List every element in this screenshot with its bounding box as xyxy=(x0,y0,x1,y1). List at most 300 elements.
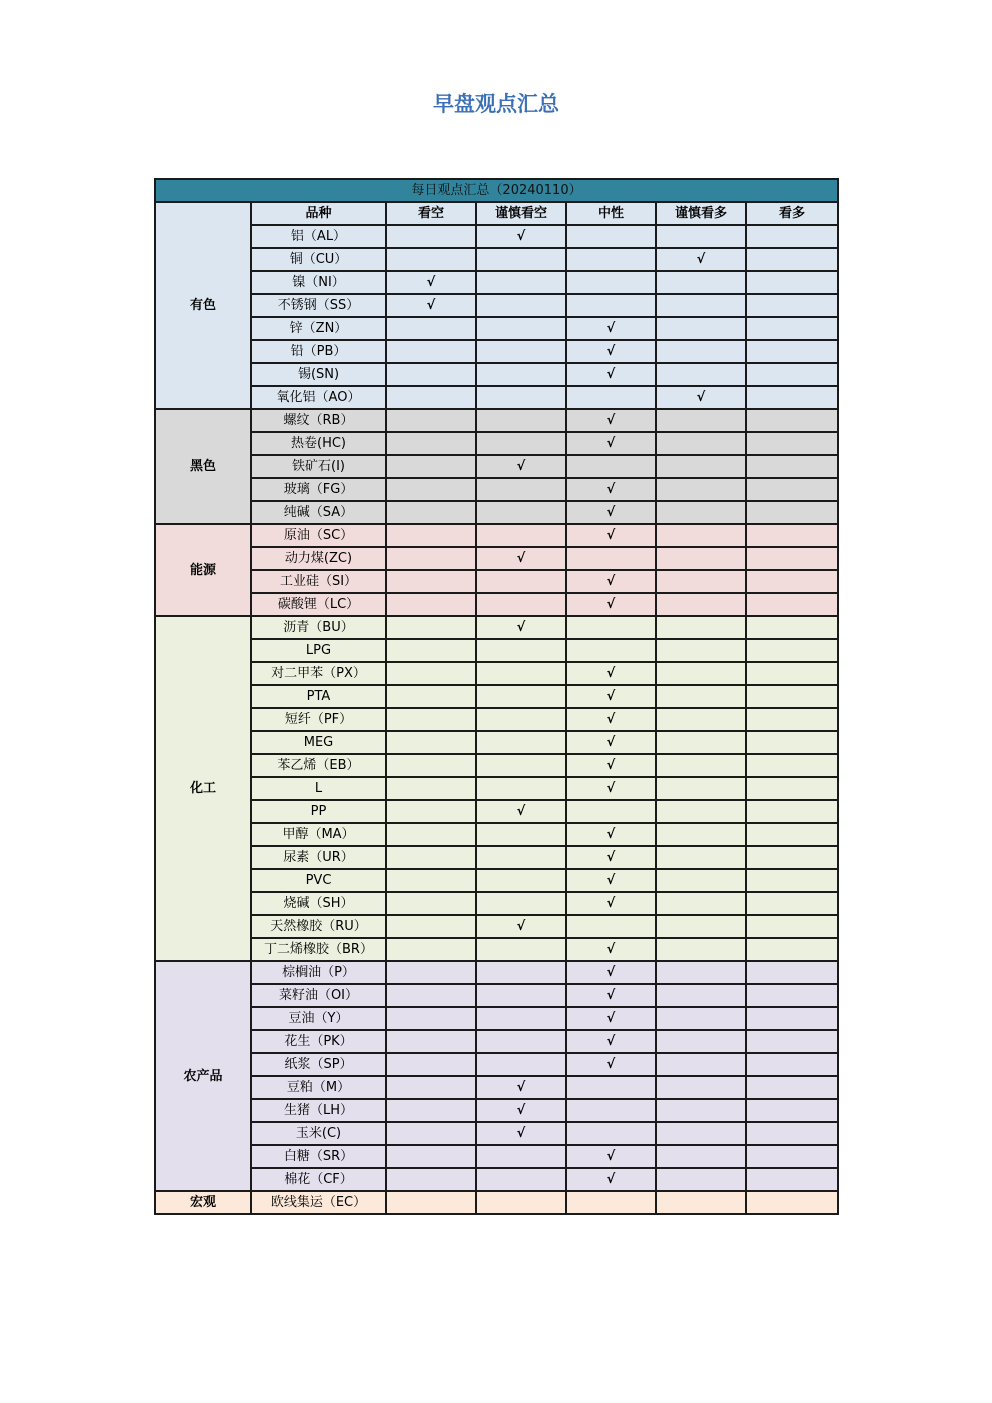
product-cell: 锡(SN) xyxy=(251,363,386,386)
view-cell xyxy=(476,1053,566,1076)
view-cell xyxy=(746,708,838,731)
check-mark-icon: √ xyxy=(476,616,566,639)
view-cell xyxy=(566,616,656,639)
product-cell: 豆粕（M） xyxy=(251,1076,386,1099)
view-cell xyxy=(386,1030,476,1053)
table-row xyxy=(155,386,838,409)
table-row xyxy=(155,869,838,892)
product-cell: 天然橡胶（RU） xyxy=(251,915,386,938)
view-cell xyxy=(476,340,566,363)
table-row xyxy=(155,593,838,616)
view-cell xyxy=(746,524,838,547)
view-cell xyxy=(476,1191,566,1214)
table-row xyxy=(155,892,838,915)
table-row xyxy=(155,478,838,501)
view-cell xyxy=(656,317,746,340)
table-row xyxy=(155,248,838,271)
product-cell: 短纤（PF） xyxy=(251,708,386,731)
view-cell xyxy=(656,478,746,501)
table-row xyxy=(155,800,838,823)
view-cell xyxy=(746,294,838,317)
view-cell xyxy=(386,524,476,547)
product-cell: 苯乙烯（EB） xyxy=(251,754,386,777)
view-cell xyxy=(386,961,476,984)
table-row xyxy=(155,915,838,938)
product-cell: 工业硅（SI） xyxy=(251,570,386,593)
table-row xyxy=(155,1168,838,1191)
view-cell xyxy=(656,593,746,616)
view-cell xyxy=(656,432,746,455)
table-row xyxy=(155,846,838,869)
check-mark-icon: √ xyxy=(656,386,746,409)
table-row xyxy=(155,616,838,639)
product-cell: PVC xyxy=(251,869,386,892)
view-cell xyxy=(386,662,476,685)
view-cell xyxy=(746,570,838,593)
view-cell xyxy=(476,478,566,501)
view-cell xyxy=(656,685,746,708)
header-row xyxy=(155,202,838,225)
column-header: 谨慎看多 xyxy=(656,202,746,225)
check-mark-icon: √ xyxy=(566,1053,656,1076)
product-cell: 镍（NI） xyxy=(251,271,386,294)
view-cell xyxy=(656,524,746,547)
check-mark-icon: √ xyxy=(566,501,656,524)
view-cell xyxy=(746,1168,838,1191)
table-row xyxy=(155,432,838,455)
view-cell xyxy=(746,386,838,409)
view-cell xyxy=(386,1007,476,1030)
product-cell: 铝（AL） xyxy=(251,225,386,248)
view-cell xyxy=(386,1099,476,1122)
view-cell xyxy=(656,639,746,662)
check-mark-icon: √ xyxy=(656,248,746,271)
table-row xyxy=(155,1007,838,1030)
view-cell xyxy=(386,593,476,616)
view-cell xyxy=(746,409,838,432)
category-cell: 农产品 xyxy=(155,961,251,1191)
check-mark-icon: √ xyxy=(566,961,656,984)
product-cell: 铜（CU） xyxy=(251,248,386,271)
view-cell xyxy=(656,271,746,294)
view-cell xyxy=(566,1122,656,1145)
view-cell xyxy=(746,455,838,478)
check-mark-icon: √ xyxy=(566,984,656,1007)
view-cell xyxy=(476,524,566,547)
view-cell xyxy=(746,685,838,708)
product-cell: PTA xyxy=(251,685,386,708)
check-mark-icon: √ xyxy=(476,455,566,478)
view-cell xyxy=(746,271,838,294)
view-cell xyxy=(386,846,476,869)
view-cell xyxy=(476,938,566,961)
product-cell: 螺纹（RB） xyxy=(251,409,386,432)
table-row xyxy=(155,1076,838,1099)
view-cell xyxy=(656,1030,746,1053)
view-cell xyxy=(656,846,746,869)
product-cell: 不锈钢（SS） xyxy=(251,294,386,317)
table-row xyxy=(155,271,838,294)
view-cell xyxy=(656,823,746,846)
table-row xyxy=(155,1122,838,1145)
check-mark-icon: √ xyxy=(566,363,656,386)
product-cell: 菜籽油（OI） xyxy=(251,984,386,1007)
view-cell xyxy=(386,432,476,455)
check-mark-icon: √ xyxy=(566,708,656,731)
view-cell xyxy=(746,731,838,754)
check-mark-icon: √ xyxy=(566,1030,656,1053)
view-cell xyxy=(746,1030,838,1053)
view-cell xyxy=(476,823,566,846)
category-cell: 黑色 xyxy=(155,409,251,524)
column-header: 中性 xyxy=(566,202,656,225)
table-row xyxy=(155,662,838,685)
view-cell xyxy=(476,317,566,340)
table-row xyxy=(155,409,838,432)
product-cell: 对二甲苯（PX） xyxy=(251,662,386,685)
table-body xyxy=(155,202,838,1214)
view-cell xyxy=(746,639,838,662)
check-mark-icon: √ xyxy=(476,915,566,938)
table-row xyxy=(155,501,838,524)
view-cell xyxy=(566,294,656,317)
view-cell xyxy=(476,984,566,1007)
check-mark-icon: √ xyxy=(566,685,656,708)
product-cell: 纯碱（SA） xyxy=(251,501,386,524)
product-cell: 生猪（LH） xyxy=(251,1099,386,1122)
view-cell xyxy=(746,547,838,570)
view-cell xyxy=(746,1099,838,1122)
view-cell xyxy=(656,892,746,915)
product-cell: 玻璃（FG） xyxy=(251,478,386,501)
view-cell xyxy=(746,938,838,961)
view-cell xyxy=(386,1053,476,1076)
view-cell xyxy=(386,708,476,731)
table-row xyxy=(155,317,838,340)
view-cell xyxy=(386,363,476,386)
table-caption: 每日观点汇总（20240110） xyxy=(155,179,838,202)
check-mark-icon: √ xyxy=(566,869,656,892)
view-cell xyxy=(476,501,566,524)
check-mark-icon: √ xyxy=(476,547,566,570)
view-cell xyxy=(656,915,746,938)
view-cell xyxy=(746,869,838,892)
table-row xyxy=(155,340,838,363)
view-cell xyxy=(566,1099,656,1122)
view-cell xyxy=(746,363,838,386)
view-cell xyxy=(386,317,476,340)
product-cell: 沥青（BU） xyxy=(251,616,386,639)
view-cell xyxy=(746,317,838,340)
product-cell: 欧线集运（EC） xyxy=(251,1191,386,1214)
view-cell xyxy=(386,570,476,593)
table-row xyxy=(155,708,838,731)
view-cell xyxy=(476,271,566,294)
product-cell: 原油（SC） xyxy=(251,524,386,547)
view-cell xyxy=(746,754,838,777)
view-cell xyxy=(386,938,476,961)
view-cell xyxy=(656,1053,746,1076)
view-cell xyxy=(746,1076,838,1099)
view-cell xyxy=(386,501,476,524)
product-cell: MEG xyxy=(251,731,386,754)
view-cell xyxy=(746,892,838,915)
check-mark-icon: √ xyxy=(566,570,656,593)
view-cell xyxy=(476,409,566,432)
product-cell: 烧碱（SH） xyxy=(251,892,386,915)
table-row xyxy=(155,961,838,984)
table-row xyxy=(155,547,838,570)
view-cell xyxy=(566,547,656,570)
view-cell xyxy=(476,1030,566,1053)
view-cell xyxy=(386,800,476,823)
check-mark-icon: √ xyxy=(566,478,656,501)
view-cell xyxy=(386,1168,476,1191)
view-cell xyxy=(656,294,746,317)
view-cell xyxy=(656,869,746,892)
view-cell xyxy=(656,340,746,363)
view-cell xyxy=(656,662,746,685)
check-mark-icon: √ xyxy=(476,1122,566,1145)
view-cell xyxy=(566,1191,656,1214)
view-cell xyxy=(476,363,566,386)
product-cell: 锌（ZN） xyxy=(251,317,386,340)
check-mark-icon: √ xyxy=(386,271,476,294)
table-row xyxy=(155,1099,838,1122)
table-row xyxy=(155,754,838,777)
view-cell xyxy=(746,501,838,524)
table-row xyxy=(155,1030,838,1053)
view-cell xyxy=(386,478,476,501)
view-cell xyxy=(746,593,838,616)
view-cell xyxy=(386,1191,476,1214)
view-cell xyxy=(746,340,838,363)
view-cell xyxy=(386,225,476,248)
view-cell xyxy=(386,869,476,892)
view-cell xyxy=(386,892,476,915)
view-cell xyxy=(656,1007,746,1030)
check-mark-icon: √ xyxy=(566,593,656,616)
category-cell: 宏观 xyxy=(155,1191,251,1214)
view-cell xyxy=(386,754,476,777)
table-row xyxy=(155,1191,838,1214)
view-cell xyxy=(476,892,566,915)
product-cell: 棉花（CF） xyxy=(251,1168,386,1191)
view-cell xyxy=(386,1076,476,1099)
view-cell xyxy=(476,731,566,754)
view-cell xyxy=(656,570,746,593)
product-cell: 铅（PB） xyxy=(251,340,386,363)
check-mark-icon: √ xyxy=(566,662,656,685)
view-cell xyxy=(476,248,566,271)
view-cell xyxy=(746,1145,838,1168)
view-cell xyxy=(656,961,746,984)
view-cell xyxy=(746,961,838,984)
product-cell: 热卷(HC) xyxy=(251,432,386,455)
view-cell xyxy=(386,248,476,271)
check-mark-icon: √ xyxy=(566,731,656,754)
product-cell: LPG xyxy=(251,639,386,662)
view-cell xyxy=(746,1191,838,1214)
view-cell xyxy=(386,731,476,754)
view-cell xyxy=(656,225,746,248)
category-cell: 有色 xyxy=(155,202,251,409)
view-cell xyxy=(746,777,838,800)
view-cell xyxy=(566,915,656,938)
category-cell: 化工 xyxy=(155,616,251,961)
view-cell xyxy=(476,294,566,317)
view-cell xyxy=(656,938,746,961)
view-cell xyxy=(746,1122,838,1145)
view-cell xyxy=(476,961,566,984)
view-cell xyxy=(386,547,476,570)
check-mark-icon: √ xyxy=(476,800,566,823)
table-row xyxy=(155,938,838,961)
product-cell: 纸浆（SP） xyxy=(251,1053,386,1076)
product-cell: 丁二烯橡胶（BR） xyxy=(251,938,386,961)
table-row xyxy=(155,294,838,317)
view-cell xyxy=(476,432,566,455)
view-cell xyxy=(386,455,476,478)
view-cell xyxy=(566,800,656,823)
view-cell xyxy=(386,409,476,432)
check-mark-icon: √ xyxy=(566,317,656,340)
view-cell xyxy=(476,754,566,777)
check-mark-icon: √ xyxy=(476,1099,566,1122)
check-mark-icon: √ xyxy=(566,1007,656,1030)
view-cell xyxy=(386,777,476,800)
view-cell xyxy=(656,616,746,639)
product-cell: L xyxy=(251,777,386,800)
view-cell xyxy=(746,616,838,639)
check-mark-icon: √ xyxy=(566,823,656,846)
check-mark-icon: √ xyxy=(566,777,656,800)
check-mark-icon: √ xyxy=(566,409,656,432)
table-row xyxy=(155,639,838,662)
product-cell: 尿素（UR） xyxy=(251,846,386,869)
view-cell xyxy=(566,639,656,662)
product-cell: 甲醇（MA） xyxy=(251,823,386,846)
view-cell xyxy=(386,823,476,846)
view-cell xyxy=(476,639,566,662)
check-mark-icon: √ xyxy=(476,225,566,248)
view-cell xyxy=(656,455,746,478)
view-cell xyxy=(386,340,476,363)
check-mark-icon: √ xyxy=(566,340,656,363)
view-cell xyxy=(656,1168,746,1191)
check-mark-icon: √ xyxy=(386,294,476,317)
view-cell xyxy=(386,915,476,938)
view-cell xyxy=(656,1099,746,1122)
check-mark-icon: √ xyxy=(566,754,656,777)
view-cell xyxy=(656,731,746,754)
column-header: 看空 xyxy=(386,202,476,225)
view-cell xyxy=(656,800,746,823)
view-cell xyxy=(476,1168,566,1191)
view-cell xyxy=(566,248,656,271)
view-cell xyxy=(746,846,838,869)
view-cell xyxy=(656,1145,746,1168)
view-cell xyxy=(566,1076,656,1099)
column-header: 品种 xyxy=(251,202,386,225)
view-cell xyxy=(656,409,746,432)
view-cell xyxy=(476,708,566,731)
product-cell: 白糖（SR） xyxy=(251,1145,386,1168)
check-mark-icon: √ xyxy=(566,1168,656,1191)
view-cell xyxy=(746,915,838,938)
table-row xyxy=(155,570,838,593)
view-cell xyxy=(386,685,476,708)
view-cell xyxy=(746,432,838,455)
view-cell xyxy=(386,1145,476,1168)
table-row xyxy=(155,1053,838,1076)
view-cell xyxy=(566,225,656,248)
view-cell xyxy=(746,1007,838,1030)
view-cell xyxy=(476,1007,566,1030)
view-cell xyxy=(746,478,838,501)
product-cell: 棕榈油（P） xyxy=(251,961,386,984)
table-row xyxy=(155,984,838,1007)
product-cell: 动力煤(ZC) xyxy=(251,547,386,570)
page-title: 早盘观点汇总 xyxy=(433,92,559,116)
table-row xyxy=(155,225,838,248)
view-cell xyxy=(386,616,476,639)
view-cell xyxy=(746,823,838,846)
view-cell xyxy=(386,386,476,409)
category-cell: 能源 xyxy=(155,524,251,616)
view-cell xyxy=(746,984,838,1007)
view-cell xyxy=(656,754,746,777)
view-cell xyxy=(476,777,566,800)
table-row xyxy=(155,731,838,754)
view-cell xyxy=(566,271,656,294)
table-row xyxy=(155,363,838,386)
check-mark-icon: √ xyxy=(476,1076,566,1099)
view-cell xyxy=(746,800,838,823)
view-cell xyxy=(746,1053,838,1076)
views-summary-table xyxy=(154,178,839,1215)
product-cell: 铁矿石(I) xyxy=(251,455,386,478)
view-cell xyxy=(656,777,746,800)
product-cell: 氧化铝（AO） xyxy=(251,386,386,409)
table-row xyxy=(155,685,838,708)
view-cell xyxy=(656,1076,746,1099)
product-cell: 豆油（Y） xyxy=(251,1007,386,1030)
view-cell xyxy=(656,501,746,524)
view-cell xyxy=(476,662,566,685)
view-cell xyxy=(386,984,476,1007)
view-cell xyxy=(656,363,746,386)
view-cell xyxy=(566,455,656,478)
view-cell xyxy=(656,984,746,1007)
view-cell xyxy=(746,225,838,248)
table-row xyxy=(155,823,838,846)
table-row xyxy=(155,777,838,800)
table-row xyxy=(155,1145,838,1168)
view-cell xyxy=(476,570,566,593)
view-cell xyxy=(476,869,566,892)
view-cell xyxy=(656,708,746,731)
view-cell xyxy=(476,685,566,708)
check-mark-icon: √ xyxy=(566,432,656,455)
view-cell xyxy=(476,593,566,616)
view-cell xyxy=(656,547,746,570)
check-mark-icon: √ xyxy=(566,524,656,547)
view-cell xyxy=(476,846,566,869)
view-cell xyxy=(656,1122,746,1145)
check-mark-icon: √ xyxy=(566,938,656,961)
view-cell xyxy=(386,1122,476,1145)
